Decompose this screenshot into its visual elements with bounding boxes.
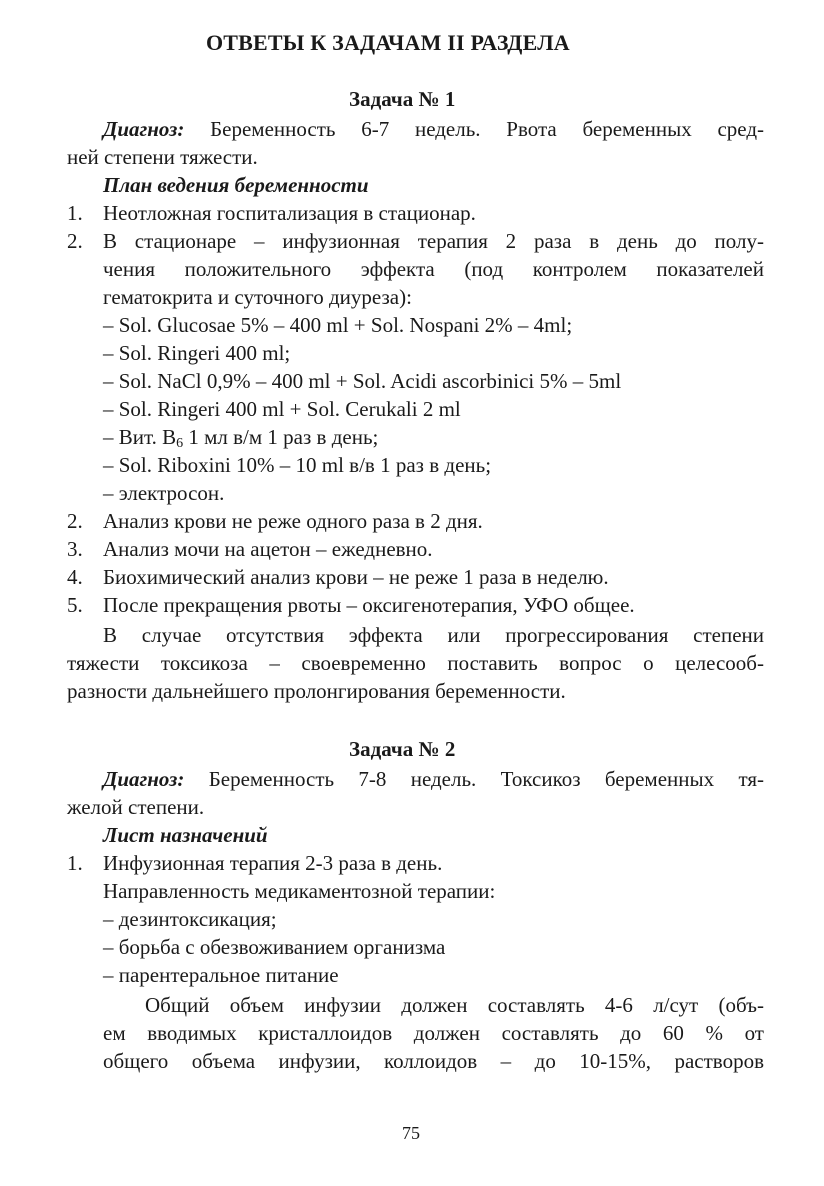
task-1-diagnosis-label: Диагноз: (103, 117, 185, 141)
vitamin-prefix: – Вит. В (103, 425, 177, 449)
list-item-text: В стационаре – инфузионная терапия 2 раза в день до полу- (103, 229, 764, 253)
list-item-text: Биохимический анализ крови – не реже 1 раза в неделю. (103, 565, 609, 589)
page-number: 75 (402, 1123, 420, 1143)
therapy-direction-item: – парентеральное питание (103, 963, 339, 987)
therapy-direction-heading: Направленность медикаментозной терапии: (103, 879, 496, 903)
task-2-list-heading: Лист назначений (103, 823, 268, 847)
infusion-volume-line: общего объема инфузии, коллоидов – до 10-15%, растворов (103, 1049, 764, 1073)
list-number: 2. (67, 509, 83, 533)
list-number: 2. (67, 229, 83, 253)
task-1-conclusion-line: разности дальнейшего пролонгирования беременности. (67, 679, 566, 703)
task-1-heading: Задача № 1 (349, 87, 456, 111)
list-item-text: чения положительного эффекта (под контролем показателей (103, 257, 764, 281)
task-1-diagnosis-text: Беременность 6-7 недель. Рвота беременных сред- (210, 117, 764, 141)
list-number: 1. (67, 201, 83, 225)
task-1-diagnosis-line-2: ней степени тяжести. (67, 145, 258, 169)
list-item-text: гематокрита и суточного диуреза): (103, 285, 412, 309)
list-item-text: Анализ мочи на ацетон – ежедневно. (103, 537, 433, 561)
task-2-diagnosis-label: Диагноз: (103, 767, 185, 791)
page-title: ОТВЕТЫ К ЗАДАЧАМ II РАЗДЕЛА (206, 30, 570, 55)
list-item-text: Неотложная госпитализация в стационар. (103, 201, 476, 225)
list-item-text: Инфузионная терапия 2-3 раза в день. (103, 851, 443, 875)
task-1-conclusion-line: В случае отсутствия эффекта или прогрессирования степени (103, 623, 764, 647)
list-item-text: Анализ крови не реже одного раза в 2 дня. (103, 509, 483, 533)
task-1-diagnosis-line-1 (103, 116, 764, 142)
list-number: 4. (67, 565, 83, 589)
vitamin-subscript: 6 (176, 436, 184, 451)
medication-line: – Sol. Glucosae 5% – 400 ml + Sol. Nospani 2% – 4ml; (103, 313, 573, 337)
task-1-plan-heading: План ведения беременности (103, 173, 369, 197)
medication-line: – Sol. NaCl 0,9% – 400 ml + Sol. Acidi ascorbinici 5% – 5ml (103, 369, 622, 393)
vitamin-suffix: 1 мл в/м 1 раз в день; (183, 425, 379, 449)
medication-line: – электросон. (103, 481, 225, 505)
therapy-direction-item: – борьба с обезвоживанием организма (103, 935, 446, 959)
infusion-volume-line: ем вводимых кристаллоидов должен составлять до 60 % от (103, 1021, 764, 1045)
list-number: 3. (67, 537, 83, 561)
list-number: 5. (67, 593, 83, 617)
medication-line: – Sol. Riboxini 10% – 10 ml в/в 1 раз в день; (103, 453, 492, 477)
task-2-heading: Задача № 2 (349, 737, 456, 761)
task-2-diagnosis-text: Беременность 7-8 недель. Токсикоз беременных тя- (208, 767, 764, 791)
list-item-text: После прекращения рвоты – оксигенотерапия, УФО общее. (103, 593, 635, 617)
medication-line: – Sol. Ringeri 400 ml + Sol. Cerukali 2 ml (103, 397, 461, 421)
infusion-volume-line: Общий объем инфузии должен составлять 4-6 л/сут (объ- (145, 993, 764, 1017)
task-1-conclusion-line: тяжести токсикоза – своевременно поставить вопрос о целесооб- (67, 651, 764, 675)
medication-line-vitamin (103, 424, 378, 450)
list-number: 1. (67, 851, 83, 875)
medication-line: – Sol. Ringeri 400 ml; (103, 341, 291, 365)
therapy-direction-item: – дезинтоксикация; (103, 907, 277, 931)
task-2-diagnosis-line-1 (103, 766, 764, 792)
task-2-diagnosis-line-2: желой степени. (67, 795, 205, 819)
